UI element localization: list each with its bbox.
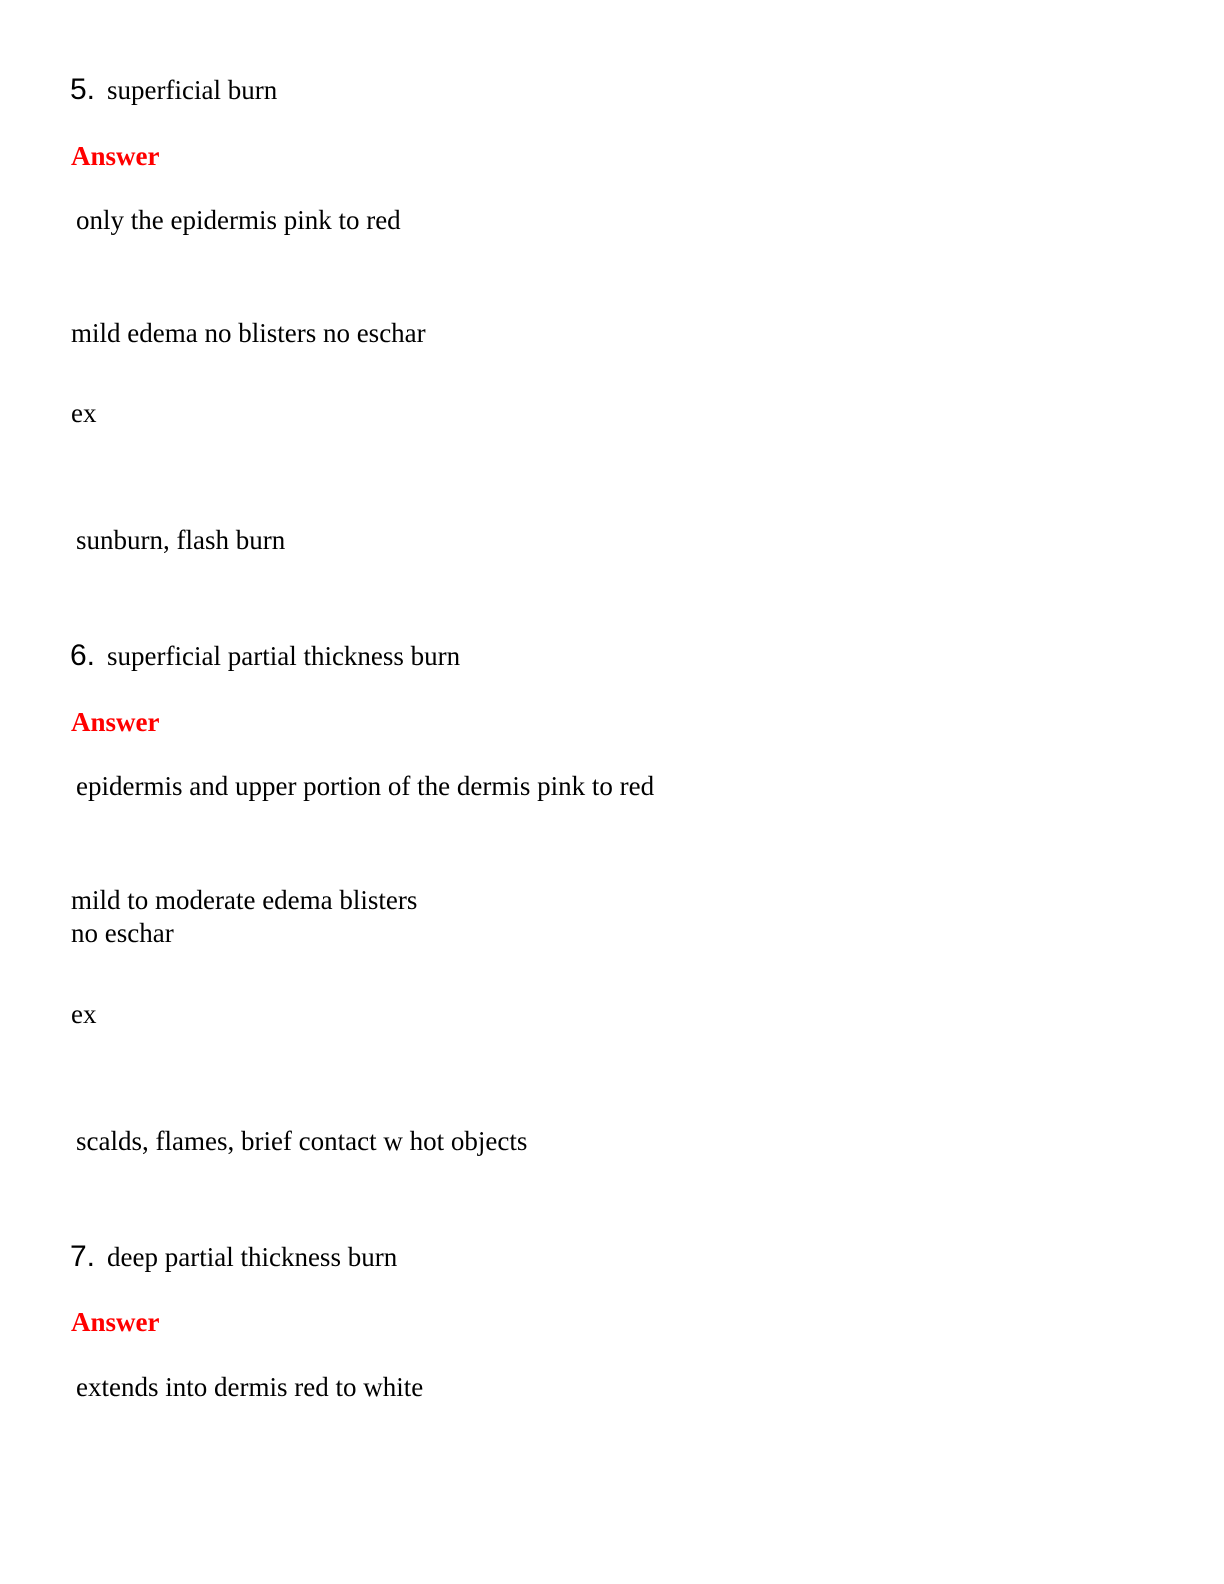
question-term: superficial burn xyxy=(107,75,278,105)
answer-line: ex xyxy=(71,398,97,428)
question-term: superficial partial thickness burn xyxy=(107,641,461,671)
question-7-heading xyxy=(70,1240,397,1274)
answer-line: ex xyxy=(71,999,97,1029)
answer-line: scalds, flames, brief contact w hot objects xyxy=(76,1126,528,1156)
question-number: 5. xyxy=(70,73,96,106)
answer-label: Answer xyxy=(71,1307,160,1337)
answer-label: Answer xyxy=(71,707,160,737)
question-number: 7. xyxy=(70,1240,96,1273)
answer-line: sunburn, flash burn xyxy=(76,525,286,555)
question-6-heading xyxy=(70,639,460,673)
answer-label: Answer xyxy=(71,141,160,171)
answer-line: only the epidermis pink to red xyxy=(76,205,401,235)
answer-line: epidermis and upper portion of the dermis pink to red xyxy=(76,771,655,801)
answer-line: extends into dermis red to white xyxy=(76,1372,424,1402)
answer-line: no eschar xyxy=(71,918,174,948)
question-term: deep partial thickness burn xyxy=(107,1242,398,1272)
question-5-heading xyxy=(70,73,277,107)
answer-line: mild edema no blisters no eschar xyxy=(71,318,426,348)
question-number: 6. xyxy=(70,639,96,672)
answer-line: mild to moderate edema blisters xyxy=(71,885,418,915)
